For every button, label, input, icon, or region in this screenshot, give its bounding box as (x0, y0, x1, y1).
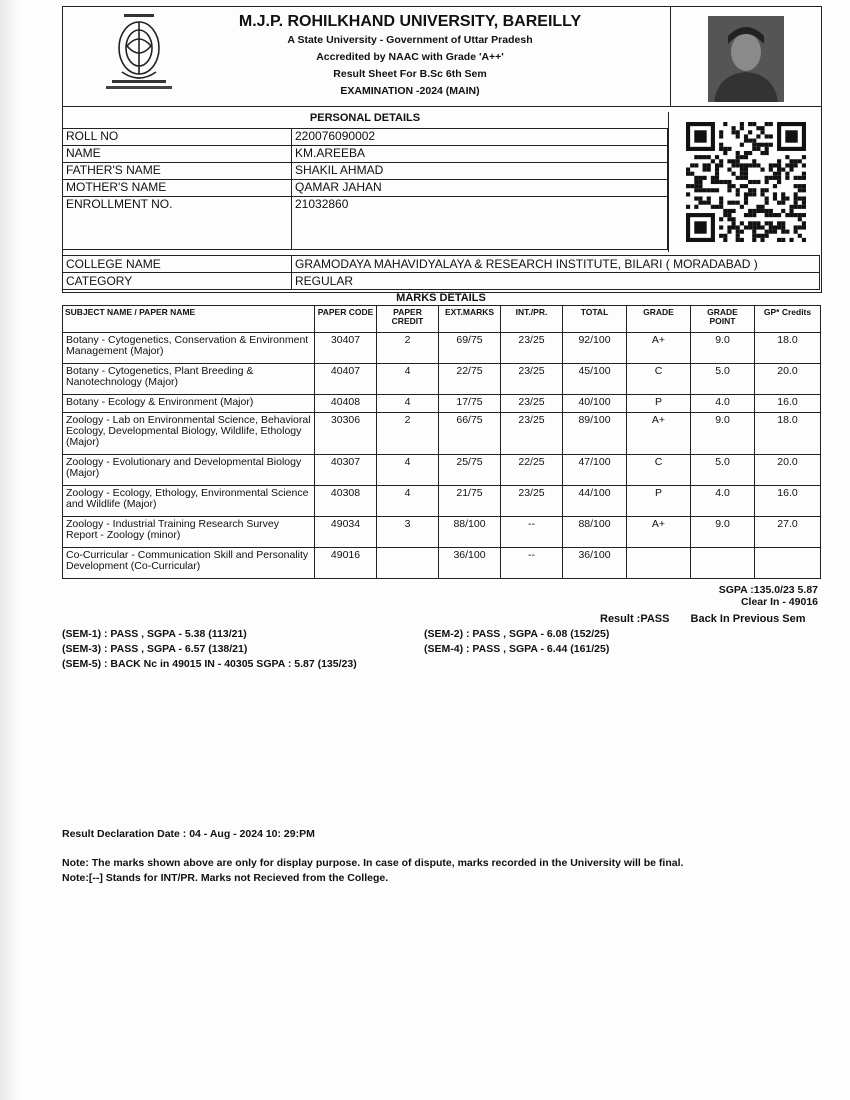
sgpa-block (719, 584, 818, 608)
marks-header-row (63, 306, 821, 333)
university-name: M.J.P. ROHILKHAND UNIVERSITY, BAREILLY (238, 13, 582, 30)
cell-total: 45/100 (563, 364, 627, 395)
cell-paper-code: 40307 (315, 455, 377, 486)
cell-paper-credit: 2 (377, 413, 439, 455)
cell-grade (627, 548, 691, 579)
cell-ext-marks: 36/100 (439, 548, 501, 579)
cell-total: 88/100 (563, 517, 627, 548)
college-table (62, 255, 820, 290)
cell-grade: A+ (627, 517, 691, 548)
col-paper-credit: PAPER CREDIT (377, 306, 439, 333)
marks-row (63, 364, 821, 395)
college-label: COLLEGE NAME (63, 256, 292, 273)
cell-grade: A+ (627, 333, 691, 364)
cell-gp-credits: 20.0 (755, 455, 821, 486)
roll-value: 220076090002 (292, 129, 668, 146)
sem5-result: (SEM-5) : BACK Nc in 49015 IN - 40305 SGPA : 5.87 (135/23) (62, 658, 357, 670)
cell-subject: Botany - Cytogenetics, Plant Breeding & Nanotechnology (Major) (63, 364, 315, 395)
cell-grade-point: 5.0 (691, 455, 755, 486)
marks-row (63, 486, 821, 517)
cell-paper-credit (377, 548, 439, 579)
student-photo (708, 16, 784, 102)
cell-paper-credit: 4 (377, 395, 439, 413)
cell-gp-credits: 18.0 (755, 333, 821, 364)
cell-subject: Botany - Cytogenetics, Conservation & Environment Management (Major) (63, 333, 315, 364)
marks-row (63, 548, 821, 579)
cell-paper-code: 49034 (315, 517, 377, 548)
cell-grade-point: 5.0 (691, 364, 755, 395)
cell-paper-code: 40408 (315, 395, 377, 413)
cell-grade-point: 9.0 (691, 413, 755, 455)
enrollment-row (63, 197, 668, 250)
cell-total: 40/100 (563, 395, 627, 413)
cell-paper-code: 30306 (315, 413, 377, 455)
cell-paper-code: 30407 (315, 333, 377, 364)
category-row (63, 273, 820, 290)
cell-ext-marks: 17/75 (439, 395, 501, 413)
accreditation: Accredited by NAAC with Grade 'A++' (316, 51, 504, 63)
cell-int-pr: 23/25 (501, 486, 563, 517)
enrollment-label: ENROLLMENT NO. (63, 197, 292, 250)
mother-value: QAMAR JAHAN (292, 180, 668, 197)
cell-int-pr: 23/25 (501, 364, 563, 395)
back-status: Back In Previous Sem (690, 613, 806, 625)
father-value: SHAKIL AHMAD (292, 163, 668, 180)
cell-gp-credits: 16.0 (755, 486, 821, 517)
cell-total: 44/100 (563, 486, 627, 517)
roll-label: ROLL NO (63, 129, 292, 146)
college-row (63, 256, 820, 273)
col-grade: GRADE (627, 306, 691, 333)
cell-gp-credits: 20.0 (755, 364, 821, 395)
cell-total: 89/100 (563, 413, 627, 455)
marks-row (63, 333, 821, 364)
father-row (63, 163, 668, 180)
roll-row (63, 129, 668, 146)
cell-ext-marks: 69/75 (439, 333, 501, 364)
cell-total: 47/100 (563, 455, 627, 486)
cell-ext-marks: 88/100 (439, 517, 501, 548)
cell-grade-point: 4.0 (691, 395, 755, 413)
col-subject: SUBJECT NAME / PAPER NAME (63, 306, 315, 333)
cell-grade: C (627, 455, 691, 486)
clear-in: Clear In - 49016 (740, 596, 818, 608)
col-ext-marks: EXT.MARKS (439, 306, 501, 333)
cell-ext-marks: 25/75 (439, 455, 501, 486)
cell-subject: Co-Curricular - Communication Skill and Personality Development (Co-Curricular) (63, 548, 315, 579)
university-heading (160, 12, 660, 100)
name-value: KM.AREEBA (292, 146, 668, 163)
cell-int-pr: 23/25 (501, 413, 563, 455)
cell-int-pr: 22/25 (501, 455, 563, 486)
cell-int-pr: 23/25 (501, 333, 563, 364)
cell-grade-point: 9.0 (691, 517, 755, 548)
cell-int-pr: -- (501, 548, 563, 579)
sem2-result: (SEM-2) : PASS , SGPA - 6.08 (152/25) (424, 628, 610, 640)
cell-paper-code: 40308 (315, 486, 377, 517)
mother-label: MOTHER'S NAME (63, 180, 292, 197)
scan-edge (0, 0, 22, 1100)
marks-table (62, 305, 821, 579)
category-label: CATEGORY (63, 273, 292, 290)
cell-total: 36/100 (563, 548, 627, 579)
cell-subject: Zoology - Evolutionary and Developmental Biology (Major) (63, 455, 315, 486)
result-line (600, 613, 806, 625)
cell-paper-credit: 4 (377, 486, 439, 517)
cell-grade: P (627, 486, 691, 517)
marks-details-title: MARKS DETAILS (396, 292, 486, 304)
cell-gp-credits: 18.0 (755, 413, 821, 455)
cell-ext-marks: 21/75 (439, 486, 501, 517)
category-value: REGULAR (292, 273, 820, 290)
note-display: Note: The marks shown above are only for display purpose. In case of dispute, marks recorded in the University will be final. (62, 857, 684, 869)
sem1-result: (SEM-1) : PASS , SGPA - 5.38 (113/21) (62, 628, 247, 640)
cell-ext-marks: 66/75 (439, 413, 501, 455)
col-grade-point: GRADE POINT (691, 306, 755, 333)
cell-subject: Botany - Ecology & Environment (Major) (63, 395, 315, 413)
result-status: Result :PASS (600, 613, 670, 625)
name-label: NAME (63, 146, 292, 163)
col-int-pr: INT./PR. (501, 306, 563, 333)
declaration-date: Result Declaration Date : 04 - Aug - 2024 10: 29:PM (62, 828, 315, 840)
cell-paper-credit: 4 (377, 364, 439, 395)
cell-paper-code: 40407 (315, 364, 377, 395)
cell-grade: C (627, 364, 691, 395)
college-value: GRAMODAYA MAHAVIDYALAYA & RESEARCH INSTITUTE, BILARI ( MORADABAD ) (292, 256, 820, 273)
cell-grade-point (691, 548, 755, 579)
cell-subject: Zoology - Ecology, Ethology, Environmental Science and Wildlife (Major) (63, 486, 315, 517)
father-label: FATHER'S NAME (63, 163, 292, 180)
personal-details-table (62, 128, 668, 250)
cell-subject: Zoology - Industrial Training Research Survey Report - Zoology (minor) (63, 517, 315, 548)
cell-paper-credit: 2 (377, 333, 439, 364)
cell-int-pr: -- (501, 517, 563, 548)
name-row (63, 146, 668, 163)
cell-grade: P (627, 395, 691, 413)
col-total: TOTAL (563, 306, 627, 333)
col-paper-code: PAPER CODE (315, 306, 377, 333)
cell-paper-credit: 3 (377, 517, 439, 548)
cell-grade-point: 4.0 (691, 486, 755, 517)
enrollment-value: 21032860 (292, 197, 668, 250)
personal-details-title: PERSONAL DETAILS (309, 112, 421, 124)
cell-ext-marks: 22/75 (439, 364, 501, 395)
cell-gp-credits (755, 548, 821, 579)
cell-subject: Zoology - Lab on Environmental Science, Behavioral Ecology, Developmental Biology, Wildlife, Ethology (Major) (63, 413, 315, 455)
cell-grade: A+ (627, 413, 691, 455)
mother-row (63, 180, 668, 197)
qr-code-icon (686, 122, 806, 242)
university-status: A State University - Government of Uttar Pradesh (287, 34, 533, 46)
cell-int-pr: 23/25 (501, 395, 563, 413)
cell-gp-credits: 27.0 (755, 517, 821, 548)
note-int-pr: Note:[--] Stands for INT/PR. Marks not Recieved from the College. (62, 872, 389, 884)
sem4-result: (SEM-4) : PASS , SGPA - 6.44 (161/25) (424, 643, 610, 655)
sem3-result: (SEM-3) : PASS , SGPA - 6.57 (138/21) (62, 643, 248, 655)
marks-row (63, 395, 821, 413)
cell-paper-credit: 4 (377, 455, 439, 486)
marks-row (63, 455, 821, 486)
marks-row (63, 517, 821, 548)
cell-gp-credits: 16.0 (755, 395, 821, 413)
col-gp-credits: GP* Credits (755, 306, 821, 333)
sheet-title: Result Sheet For B.Sc 6th Sem (333, 68, 487, 80)
sgpa-value: SGPA :135.0/23 5.87 (718, 584, 818, 596)
marks-row (63, 413, 821, 455)
cell-total: 92/100 (563, 333, 627, 364)
exam-title: EXAMINATION -2024 (MAIN) (340, 85, 480, 97)
cell-paper-code: 49016 (315, 548, 377, 579)
cell-grade-point: 9.0 (691, 333, 755, 364)
